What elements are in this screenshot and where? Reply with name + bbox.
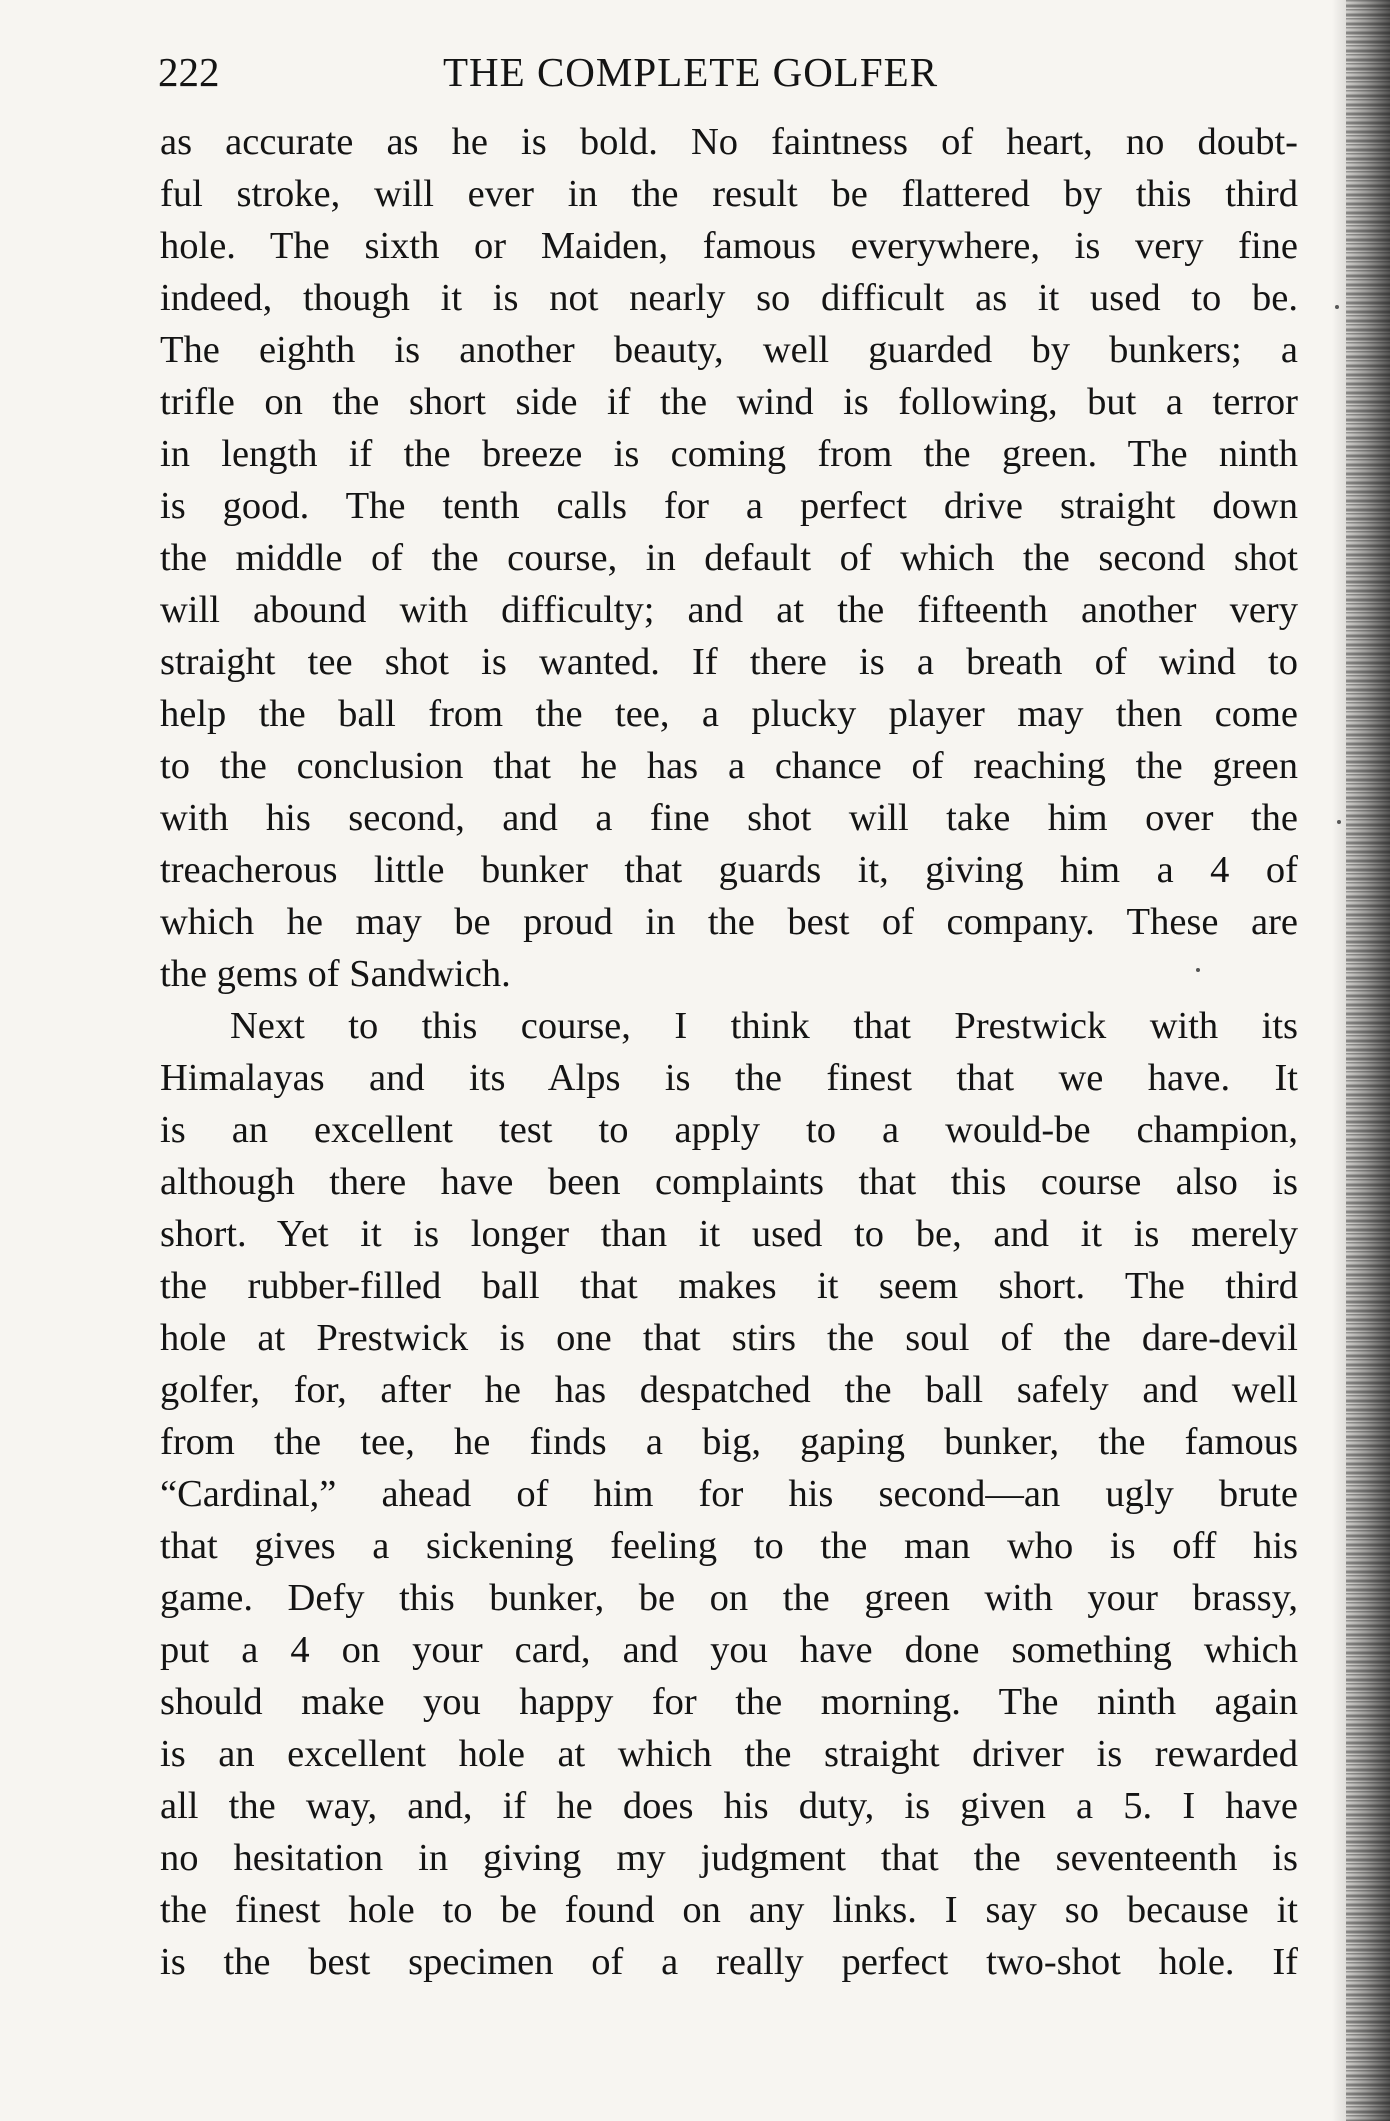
text-line: hole. The sixth or Maiden, famous everywhere, is very fine: [160, 225, 1298, 267]
text-line: that gives a sickening feeling to the man who is off his: [160, 1525, 1298, 1567]
text-line: which he may be proud in the best of company. These are: [160, 901, 1298, 943]
text-line: the rubber-filled ball that makes it seem short. The third: [160, 1265, 1298, 1307]
text-line: in length if the breeze is coming from the green. The ninth: [160, 433, 1298, 475]
text-line: should make you happy for the morning. The ninth again: [160, 1681, 1298, 1723]
text-line: as accurate as he is bold. No faintness of heart, no doubt-: [160, 121, 1298, 163]
text-line: the finest hole to be found on any links. I say so because it: [160, 1889, 1298, 1931]
text-line: indeed, though it is not nearly so difficult as it used to be.: [160, 277, 1298, 319]
text-line: all the way, and, if he does his duty, is given a 5. I have: [160, 1785, 1298, 1827]
text-line: the middle of the course, in default of which the second shot: [160, 537, 1298, 579]
running-title: THE COMPLETE GOLFER: [443, 49, 939, 95]
page-edge-scan-shadow: [1346, 0, 1390, 2121]
text-line: trifle on the short side if the wind is following, but a terror: [160, 381, 1298, 423]
text-line: “Cardinal,” ahead of him for his second—an ugly brute: [160, 1473, 1298, 1515]
text-line: is good. The tenth calls for a perfect drive straight down: [160, 485, 1298, 527]
ink-speck: [1196, 968, 1200, 972]
text-line: will abound with difficulty; and at the fifteenth another very: [160, 589, 1298, 631]
text-line: treacherous little bunker that guards it, giving him a 4 of: [160, 849, 1298, 891]
paragraph-end-line: the gems of Sandwich.: [160, 953, 511, 995]
text-line: from the tee, he finds a big, gaping bunker, the famous: [160, 1421, 1298, 1463]
text-line: is an excellent hole at which the straight driver is rewarded: [160, 1733, 1298, 1775]
body-text: [160, 116, 1298, 1988]
page-number: 222: [158, 49, 220, 95]
text-line: hole at Prestwick is one that stirs the soul of the dare-devil: [160, 1317, 1298, 1359]
running-head: [158, 44, 1300, 100]
text-line: is the best specimen of a really perfect two-shot hole. If: [160, 1941, 1298, 1983]
text-line: is an excellent test to apply to a would-be champion,: [160, 1109, 1298, 1151]
text-line: to the conclusion that he has a chance of reaching the green: [160, 745, 1298, 787]
text-line: ful stroke, will ever in the result be flattered by this third: [160, 173, 1298, 215]
text-line: although there have been complaints that this course also is: [160, 1161, 1298, 1203]
text-line: help the ball from the tee, a plucky player may then come: [160, 693, 1298, 735]
text-line: no hesitation in giving my judgment that the seventeenth is: [160, 1837, 1298, 1879]
text-line: put a 4 on your card, and you have done something which: [160, 1629, 1298, 1671]
text-line: short. Yet it is longer than it used to be, and it is merely: [160, 1213, 1298, 1255]
text-line: The eighth is another beauty, well guarded by bunkers; a: [160, 329, 1298, 371]
text-line: with his second, and a fine shot will take him over the: [160, 797, 1298, 839]
text-line: Himalayas and its Alps is the finest that we have. It: [160, 1057, 1298, 1099]
text-line: game. Defy this bunker, be on the green with your brassy,: [160, 1577, 1298, 1619]
paragraph-start-line: Next to this course, I think that Prestwick with its: [230, 1005, 1298, 1047]
text-line: golfer, for, after he has despatched the ball safely and well: [160, 1369, 1298, 1411]
text-line: straight tee shot is wanted. If there is a breath of wind to: [160, 641, 1298, 683]
